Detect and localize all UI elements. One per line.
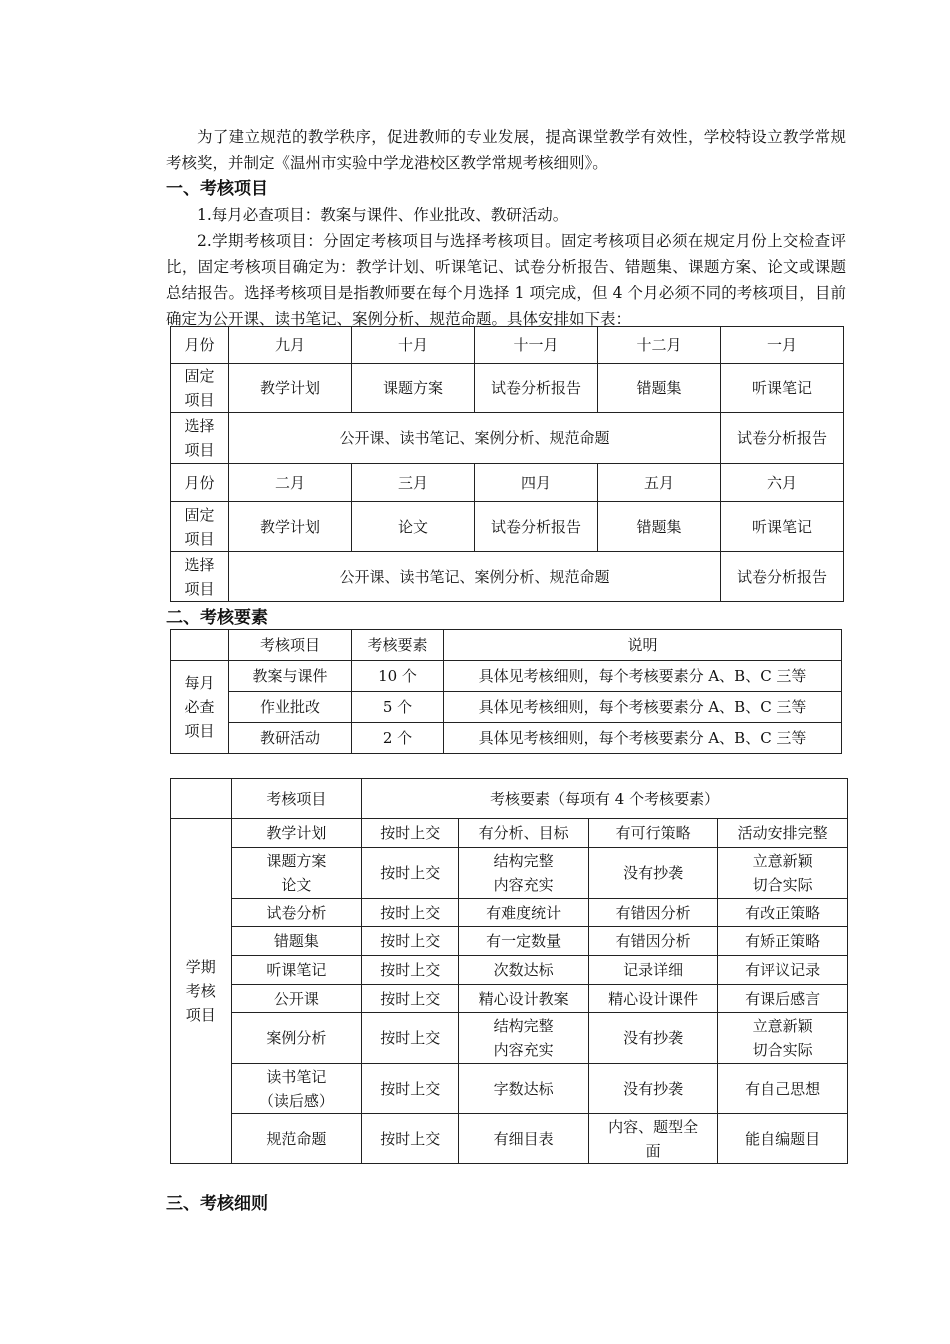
- semester-element: 没有抄袭: [588, 1013, 718, 1064]
- semester-item: 案例分析: [231, 1013, 362, 1064]
- semester-element: 没有抄袭: [588, 848, 718, 899]
- fixed-cell: 听课笔记: [721, 502, 844, 552]
- semester-element: 内容、题型全 面: [588, 1114, 718, 1164]
- table-row: [171, 899, 848, 927]
- semester-element: 立意新颖 切合实际: [718, 1013, 848, 1064]
- semester-element: 没有抄袭: [588, 1064, 718, 1114]
- semester-element: 字数达标: [459, 1064, 589, 1114]
- month-cell: 三月: [352, 464, 475, 502]
- section-heading-1: 一、考核项目: [166, 179, 268, 199]
- semester-element: 按时上交: [362, 819, 459, 848]
- monthly-header-notes: 说明: [444, 630, 842, 661]
- semester-item: 公开课: [231, 985, 362, 1013]
- semester-item: 课题方案 论文: [231, 848, 362, 899]
- schedule-select-row-2: [171, 552, 844, 602]
- select-last-cell: 试卷分析报告: [721, 552, 844, 602]
- semester-element: 按时上交: [362, 848, 459, 899]
- section-heading-3: 三、考核细则: [166, 1194, 268, 1214]
- semester-element: 能自编题目: [718, 1114, 848, 1164]
- select-last-cell: 试卷分析报告: [721, 413, 844, 464]
- table-row: [171, 1114, 848, 1164]
- select-merged-cell: 公开课、读书笔记、案例分析、规范命题: [229, 552, 721, 602]
- month-cell: 十月: [352, 327, 475, 364]
- month-cell: 六月: [721, 464, 844, 502]
- intro-paragraph: 为了建立规范的教学秩序，促进教师的专业发展，提高课堂教学有效性，学校特设立教学常规考核奖，并制定《温州市实验中学龙港校区教学常规考核细则》。: [166, 128, 846, 172]
- monthly-count: 10 个: [352, 661, 444, 692]
- semester-element: 按时上交: [362, 956, 459, 985]
- month-cell: 一月: [721, 327, 844, 364]
- semester-item: 教学计划: [231, 819, 362, 848]
- semester-item: 错题集: [231, 927, 362, 956]
- monthly-desc: 具体见考核细则，每个考核要素分 A、B、C 三等: [444, 723, 842, 754]
- fixed-cell: 错题集: [598, 364, 721, 413]
- semester-item: 听课笔记: [231, 956, 362, 985]
- table-row: [171, 661, 842, 692]
- semester-element: 按时上交: [362, 1013, 459, 1064]
- semester-header-blank: [171, 779, 232, 819]
- schedule-table: [170, 326, 844, 602]
- semester-header-item: 考核项目: [231, 779, 362, 819]
- monthly-count: 5 个: [352, 692, 444, 723]
- monthly-header-elements: 考核要素: [352, 630, 444, 661]
- fixed-cell: 教学计划: [229, 502, 352, 552]
- semester-element: 按时上交: [362, 927, 459, 956]
- table-row: [171, 692, 842, 723]
- section-heading-2: 二、考核要素: [166, 608, 268, 628]
- semester-item: 试卷分析: [231, 899, 362, 927]
- fixed-cell: 课题方案: [352, 364, 475, 413]
- semester-element: 有错因分析: [588, 899, 718, 927]
- month-cell: 十二月: [598, 327, 721, 364]
- schedule-month-row-2: [171, 464, 844, 502]
- monthly-item: 教案与课件: [229, 661, 352, 692]
- semester-element: 有课后感言: [718, 985, 848, 1013]
- semester-element: 有矫正策略: [718, 927, 848, 956]
- monthly-header-row: [171, 630, 842, 661]
- semester-element: 有可行策略: [588, 819, 718, 848]
- semester-element: 有错因分析: [588, 927, 718, 956]
- monthly-items-paragraph: 1.每月必查项目：教案与课件、作业批改、教研活动。: [197, 206, 569, 224]
- semester-element: 结构完整 内容充实: [459, 848, 589, 899]
- month-cell: 五月: [598, 464, 721, 502]
- semester-element: 有难度统计: [459, 899, 589, 927]
- monthly-item: 作业批改: [229, 692, 352, 723]
- table-row: [171, 956, 848, 985]
- semester-header-row: [171, 779, 848, 819]
- semester-item: 规范命题: [231, 1114, 362, 1164]
- semester-element: 次数达标: [459, 956, 589, 985]
- semester-assessment-table: [170, 778, 848, 1164]
- semester-element: 有改正策略: [718, 899, 848, 927]
- month-cell: 四月: [475, 464, 598, 502]
- monthly-desc: 具体见考核细则，每个考核要素分 A、B、C 三等: [444, 661, 842, 692]
- semester-element: 活动安排完整: [718, 819, 848, 848]
- schedule-fixed-row-2: [171, 502, 844, 552]
- month-label: 月份: [171, 464, 229, 502]
- fixed-cell: 教学计划: [229, 364, 352, 413]
- semester-element: 按时上交: [362, 1064, 459, 1114]
- semester-element: 有自己思想: [718, 1064, 848, 1114]
- semester-element: 精心设计教案: [459, 985, 589, 1013]
- select-label: 选择 项目: [171, 413, 229, 464]
- monthly-header-blank: [171, 630, 229, 661]
- monthly-check-table: [170, 629, 842, 754]
- semester-element: 精心设计课件: [588, 985, 718, 1013]
- table-row: [171, 819, 848, 848]
- month-label: 月份: [171, 327, 229, 364]
- semester-group-label: 学期 考核 项目: [171, 819, 232, 1164]
- semester-item: 读书笔记 （读后感）: [231, 1064, 362, 1114]
- semester-element: 按时上交: [362, 985, 459, 1013]
- month-cell: 九月: [229, 327, 352, 364]
- monthly-group-label: 每月 必查 项目: [171, 661, 229, 754]
- month-cell: 十一月: [475, 327, 598, 364]
- fixed-cell: 听课笔记: [721, 364, 844, 413]
- monthly-header-item: 考核项目: [229, 630, 352, 661]
- semester-items-paragraph: 2.学期考核项目：分固定考核项目与选择考核项目。固定考核项目必须在规定月份上交检查评比，固定考核项目确定为：教学计划、听课笔记、试卷分析报告、错题集、课题方案、论文或课题总结报告。选择考核项目是指教师要在每个月选择 1 项完成，但 4 个月必须不同的考核项目，目前确定为公开课、读书笔记、案例分析、规范命题。具体安排如下表：: [166, 232, 846, 328]
- fixed-label: 固定 项目: [171, 364, 229, 413]
- monthly-count: 2 个: [352, 723, 444, 754]
- monthly-desc: 具体见考核细则，每个考核要素分 A、B、C 三等: [444, 692, 842, 723]
- fixed-label: 固定 项目: [171, 502, 229, 552]
- fixed-cell: 论文: [352, 502, 475, 552]
- fixed-cell: 试卷分析报告: [475, 364, 598, 413]
- select-label: 选择 项目: [171, 552, 229, 602]
- schedule-month-row-1: [171, 327, 844, 364]
- semester-element: 按时上交: [362, 899, 459, 927]
- table-row: [171, 1064, 848, 1114]
- month-cell: 二月: [229, 464, 352, 502]
- schedule-fixed-row-1: [171, 364, 844, 413]
- semester-element: 有分析、目标: [459, 819, 589, 848]
- semester-element: 有一定数量: [459, 927, 589, 956]
- semester-header-elements: 考核要素（每项有 4 个考核要素）: [362, 779, 848, 819]
- monthly-item: 教研活动: [229, 723, 352, 754]
- table-row: [171, 723, 842, 754]
- select-merged-cell: 公开课、读书笔记、案例分析、规范命题: [229, 413, 721, 464]
- table-row: [171, 848, 848, 899]
- fixed-cell: 试卷分析报告: [475, 502, 598, 552]
- table-row: [171, 1013, 848, 1064]
- semester-element: 按时上交: [362, 1114, 459, 1164]
- semester-element: 结构完整 内容充实: [459, 1013, 589, 1064]
- semester-element: 记录详细: [588, 956, 718, 985]
- semester-element: 有评议记录: [718, 956, 848, 985]
- semester-element: 立意新颖 切合实际: [718, 848, 848, 899]
- table-row: [171, 985, 848, 1013]
- fixed-cell: 错题集: [598, 502, 721, 552]
- semester-element: 有细目表: [459, 1114, 589, 1164]
- schedule-select-row-1: [171, 413, 844, 464]
- table-row: [171, 927, 848, 956]
